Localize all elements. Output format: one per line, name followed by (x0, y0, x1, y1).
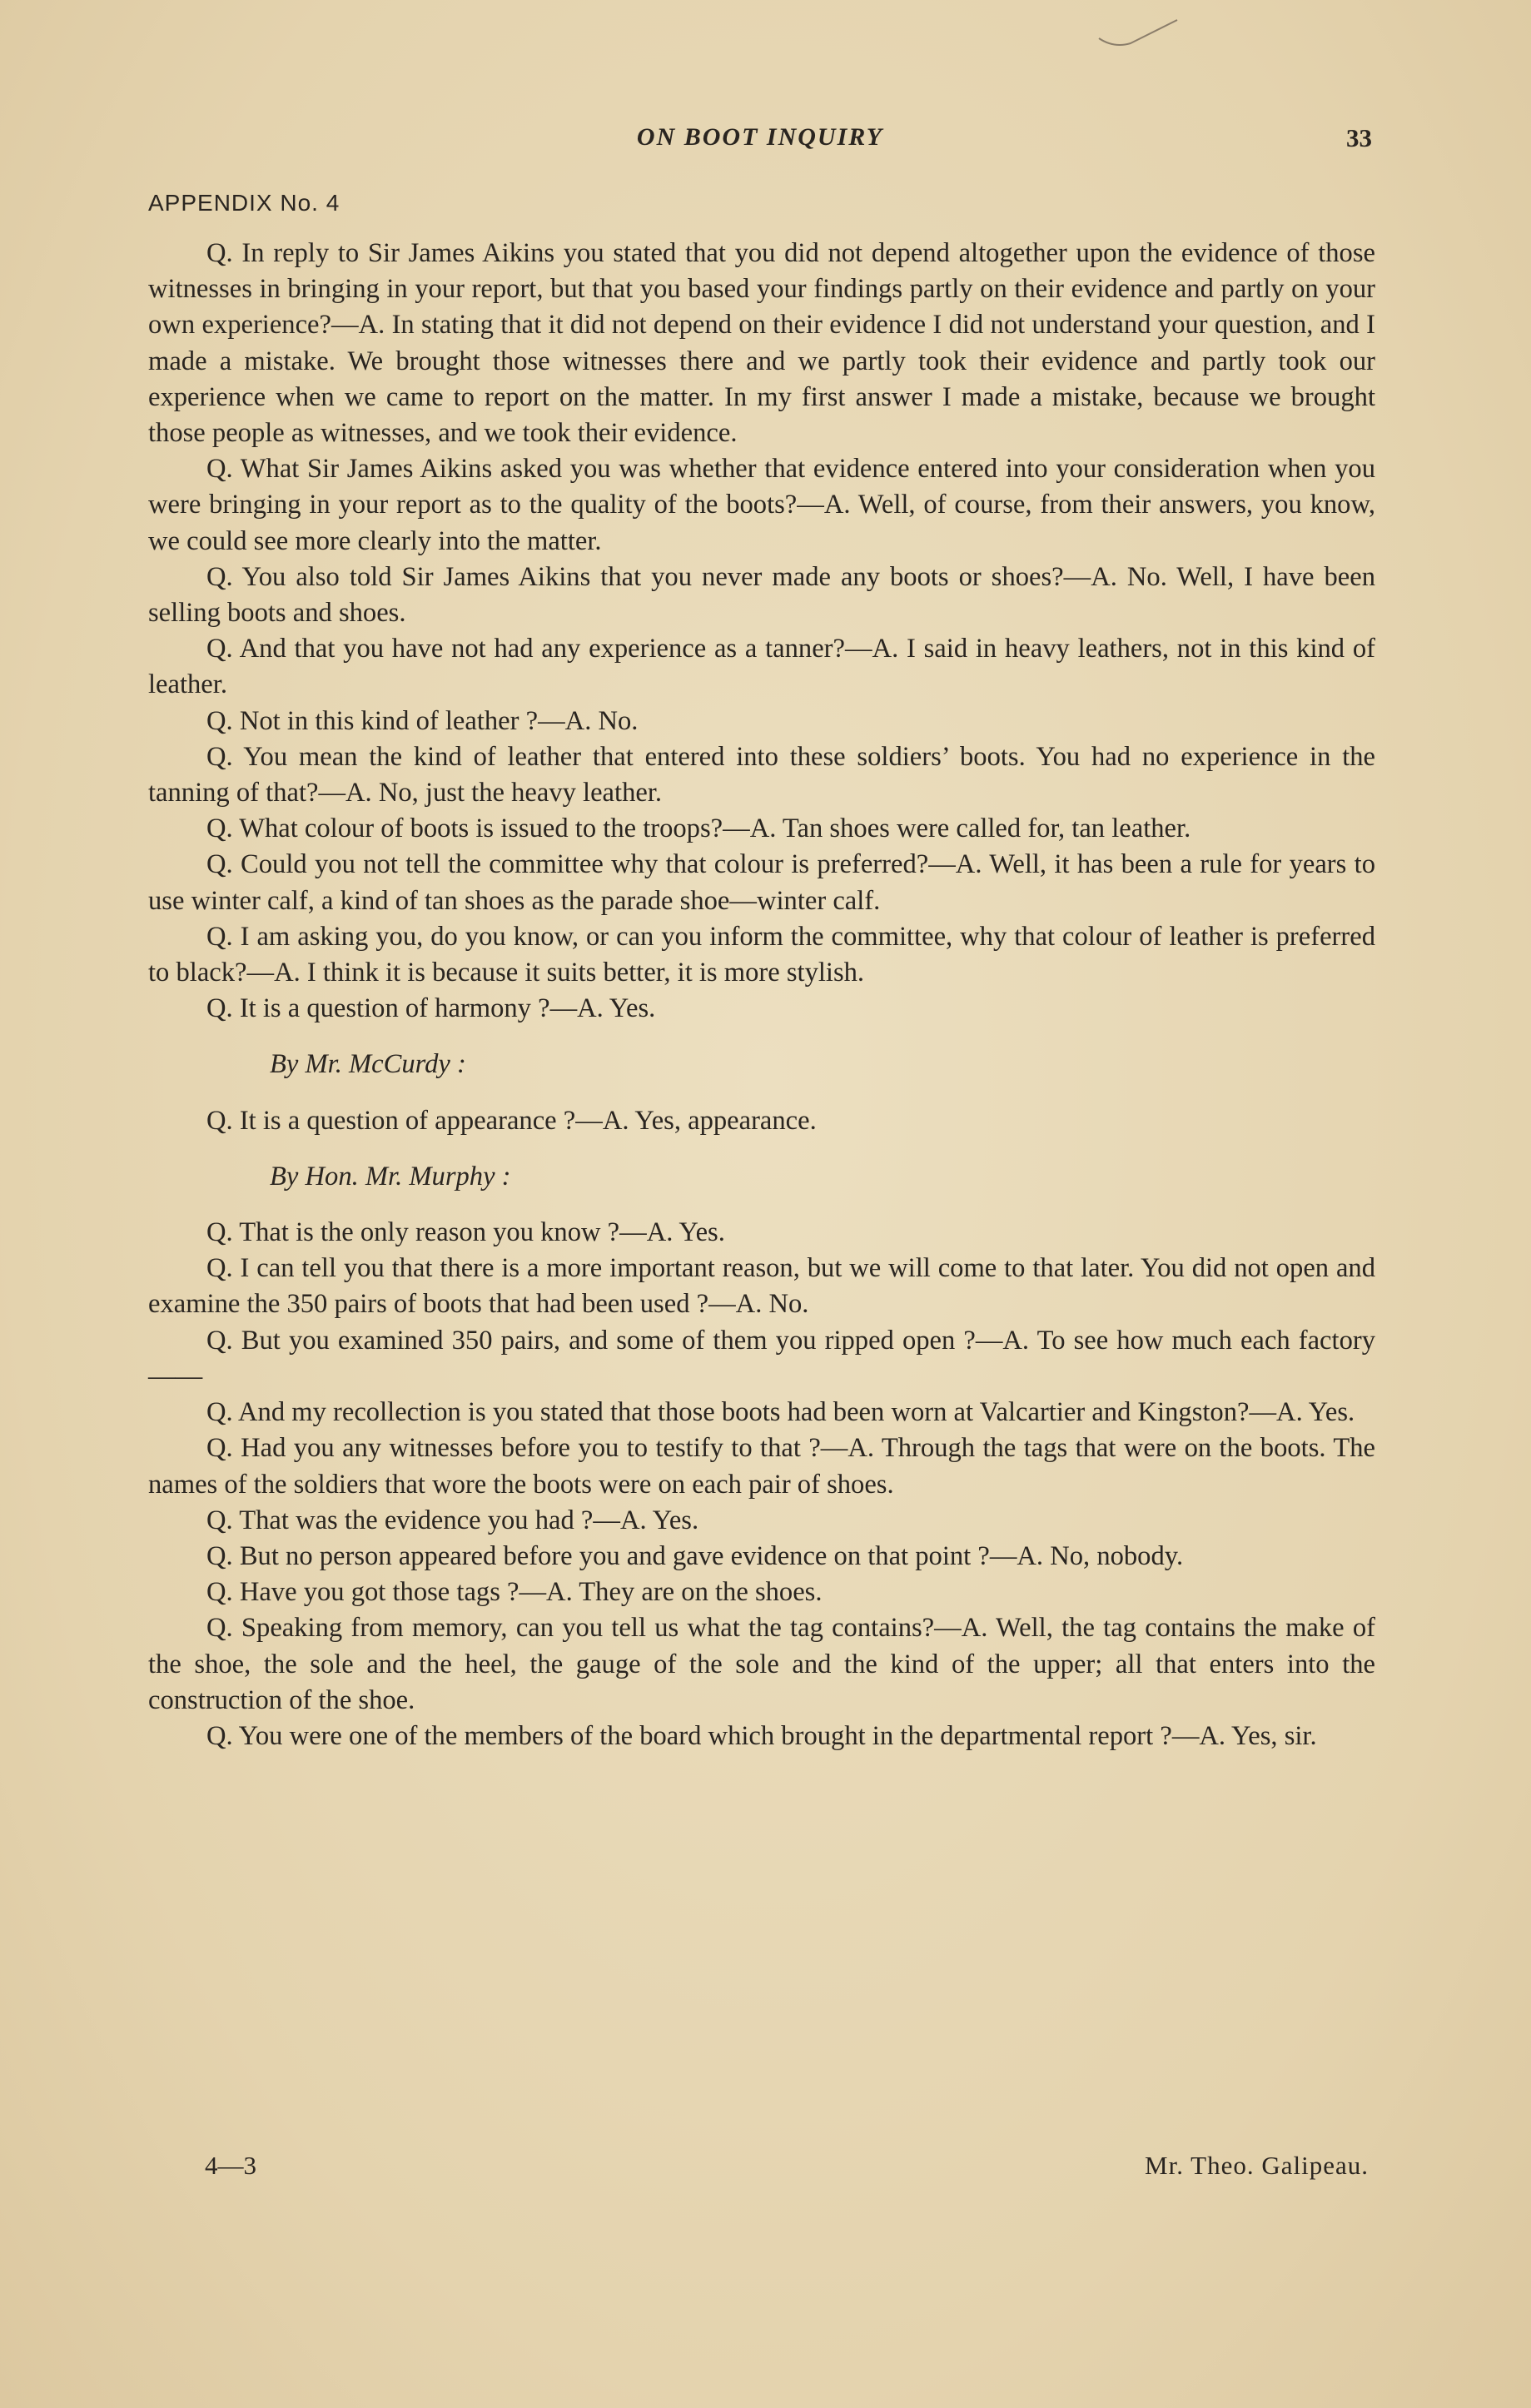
paragraph: Q. But you examined 350 pairs, and some of them you ripped open ?—A. To see how much each factory—— (148, 1325, 1375, 1391)
footer-signature-number: 4—3 (205, 2151, 256, 2180)
page-footer (205, 2151, 1369, 2187)
pencil-mark (1097, 15, 1181, 57)
paragraph: Q. And that you have not had any experience as a tanner?—A. I said in heavy leathers, not in this kind of leather. (148, 634, 1375, 700)
paragraph: Q. Not in this kind of leather ?—A. No. (206, 705, 639, 736)
footer-witness-name: Mr. Theo. Galipeau. (1145, 2151, 1369, 2180)
paragraph: Q. Could you not tell the committee why that colour is preferred?—A. Well, it has been a rule for years to use winter calf, a kind of tan shoes as the parade shoe—winter calf. (148, 849, 1375, 916)
paragraph: Q. It is a question of harmony ?—A. Yes. (206, 993, 656, 1024)
running-title: ON BOOT INQUIRY (636, 123, 884, 151)
paragraph: Q. What Sir James Aikins asked you was whether that evidence entered into your consideration when you were bringing in your report as to the quality of the boots?—A. Well, of course, from their answers, you know, we could see more clearly into the matter. (148, 454, 1375, 556)
speaker-heading: By Hon. Mr. Murphy : (270, 1161, 511, 1192)
paragraph: Q. That is the only reason you know ?—A. Yes. (206, 1217, 725, 1248)
speaker-heading: By Mr. McCurdy : (270, 1049, 466, 1080)
paragraph: Q. And my recollection is you stated that those boots had been worn at Valcartier and Kingston?—A. Yes. (206, 1397, 1355, 1428)
appendix-label: APPENDIX No. 4 (148, 190, 340, 216)
paragraph: Q. I am asking you, do you know, or can you inform the committee, why that colour of leather is preferred to black?—A. I think it is because it suits better, it is more stylish. (148, 921, 1375, 988)
paragraph: Q. Had you any witnesses before you to testify to that ?—A. Through the tags that were on the boots. The names of the soldiers that wore the boots were on each pair of shoes. (148, 1433, 1375, 1500)
page-header (148, 123, 1372, 160)
paragraph: Q. Have you got those tags ?—A. They are on the shoes. (206, 1577, 823, 1608)
paragraph: Q. But no person appeared before you and gave evidence on that point ?—A. No, nobody. (206, 1540, 1184, 1571)
paragraph: Q. I can tell you that there is a more important reason, but we will come to that later. You did not open and examine the 350 pairs of boots that had been used ?—A. No. (148, 1253, 1375, 1320)
paragraph: Q. You also told Sir James Aikins that you never made any boots or shoes?—A. No. Well, I have been selling boots and shoes. (148, 561, 1375, 629)
paragraph: Q. In reply to Sir James Aikins you stated that you did not depend altogether upon the evidence of those witnesses in bringing in your report, but that you based your findings partly on their evidence and partly on your own experience?—A. In stating that it did not depend on their evidence I did not understand your question, and I made a mistake. We brought those witnesses there and we partly took their evidence and partly took our experience when we came to report on the matter. In my first answer I made a mistake, because we brought those people as witnesses, and we took their evidence. (148, 238, 1375, 449)
paragraph: Q. It is a question of appearance ?—A. Yes, appearance. (206, 1105, 817, 1136)
body-text (148, 236, 1375, 1754)
paragraph: Q. That was the evidence you had ?—A. Yes. (206, 1505, 699, 1535)
paragraph: Q. Speaking from memory, can you tell us what the tag contains?—A. Well, the tag contains the make of the shoe, the sole and the heel, the gauge of the sole and the kind of the upper; all that enters into the construction of the shoe. (148, 1613, 1375, 1715)
paragraph: Q. What colour of boots is issued to the troops?—A. Tan shoes were called for, tan leather. (206, 813, 1191, 844)
page-number: 33 (1346, 123, 1372, 152)
paragraph: Q. You were one of the members of the board which brought in the departmental report ?—A. Yes, sir. (206, 1720, 1317, 1751)
paragraph: Q. You mean the kind of leather that entered into these soldiers’ boots. You had no experience in the tanning of that?—A. No, just the heavy leather. (148, 741, 1375, 808)
